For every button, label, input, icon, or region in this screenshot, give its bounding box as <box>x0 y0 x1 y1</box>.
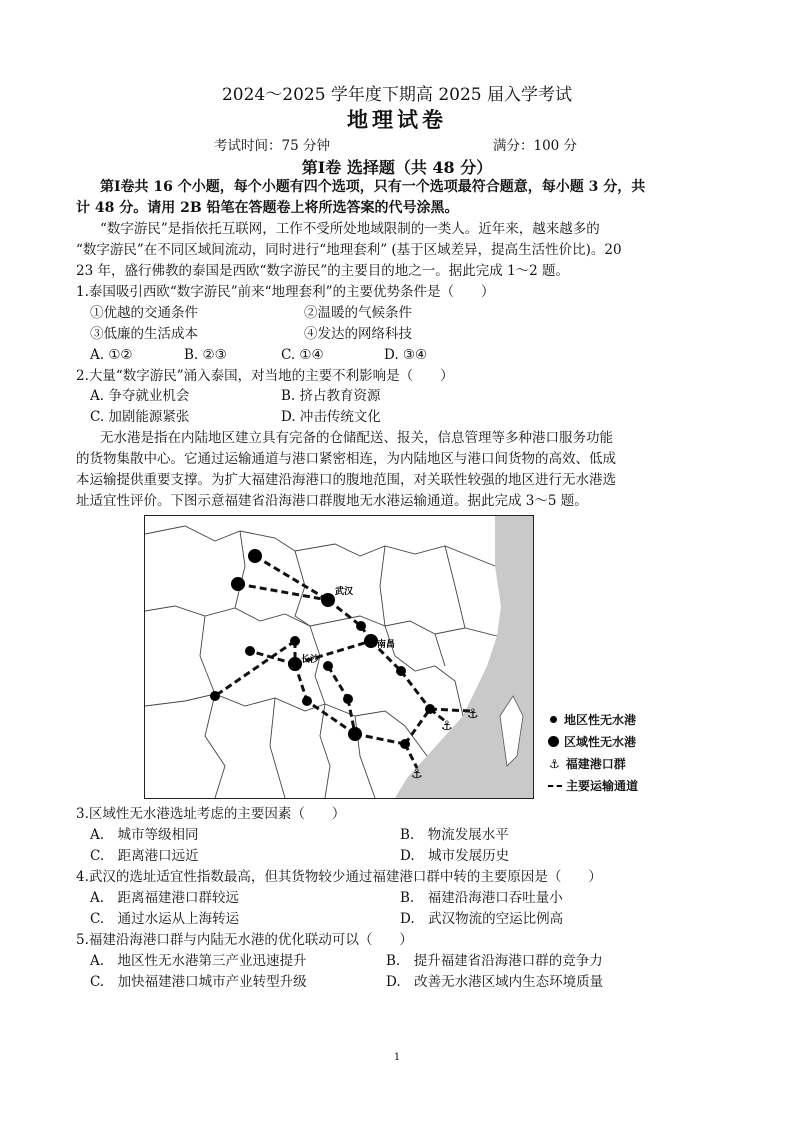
passage2-line3: 本运输提供重要支撑。为扩大福建沿海港口的腹地范围，对关联性较强的地区进行无水港选 <box>76 472 616 488</box>
local-port <box>425 704 435 714</box>
q3-option-d: D. 城市发展历史 <box>400 848 510 864</box>
q5-option-b: B. 提升福建省沿海港口群的竞争力 <box>386 953 603 969</box>
passage2-line4: 址适宜性评价。下图示意福建省沿海港口群腹地无水港运输通道。据此完成 3～5 题。 <box>76 493 588 509</box>
local-port <box>302 696 312 706</box>
exam-time: 考试时间：75 分钟 <box>214 138 330 154</box>
q5-option-c: C. 加快福建港口城市产业转型升级 <box>90 974 307 990</box>
q1-stem: 1.泰国吸引西欧“数字游民”前来“地理套利”的主要优势条件是（ ） <box>76 284 495 300</box>
q3-option-b: B. 物流发展水平 <box>400 827 509 843</box>
city-label-wuhan: 武汉 <box>335 587 354 597</box>
local-port <box>245 646 255 656</box>
dashed-line-icon <box>548 785 562 787</box>
regional-port <box>248 549 262 563</box>
legend-regional: 区域性无水港 <box>548 733 636 750</box>
local-port <box>343 694 353 704</box>
local-port <box>400 739 410 749</box>
city-label-nanchang: 南昌 <box>377 640 396 650</box>
legend-route: 主要运输通道 <box>548 777 638 794</box>
anchor-icon: ⚓ <box>549 757 560 771</box>
subject-title: 地理试卷 <box>347 107 447 132</box>
q1-option-a: A. ①② <box>90 347 133 363</box>
q2-option-c: C. 加剧能源紧张 <box>90 409 190 425</box>
large-dot-icon <box>548 736 559 747</box>
q4-stem: 4.武汉的选址适宜性指数最高，但其货物较少通过福建港口群中转的主要原因是（ ） <box>76 869 602 885</box>
q4-option-b: B. 福建沿海港口吞吐量小 <box>400 890 563 906</box>
q2-option-a: A. 争夺就业机会 <box>90 388 190 404</box>
regional-port <box>348 727 362 741</box>
q5-stem: 5.福建沿海港口群与内陆无水港的优化联动可以（ ） <box>76 932 413 948</box>
city-label-changsha: 长沙 <box>301 655 320 665</box>
map-svg <box>145 516 533 798</box>
local-port <box>323 661 333 671</box>
local-port <box>290 636 300 646</box>
section-title: 第Ⅰ卷 选择题（共 48 分） <box>301 158 493 177</box>
q4-option-c: C. 通过水运从上海转运 <box>90 911 240 927</box>
passage1-line1: “数字游民”是指依托互联网，工作不受所处地域限制的一类人。近年来，越来越多的 <box>100 221 600 237</box>
q1-item4: ④发达的网络科技 <box>304 326 412 342</box>
q2-stem: 2.大量“数字游民”涌入泰国，对当地的主要不利影响是（ ） <box>76 368 454 384</box>
anchor-icon: ⚓ <box>411 767 423 782</box>
passage1-line2: “数字游民”在不同区域间流动，同时进行“地理套利” (基于区域差异，提高生活性价比)。20 <box>76 242 622 258</box>
regional-port <box>288 657 302 671</box>
local-port <box>356 621 366 631</box>
q1-option-c: C. ①④ <box>281 347 324 363</box>
passage2-line1: 无水港是指在内陆地区建立具有完备的仓储配送、报关，信息管理等多种港口服务功能 <box>100 430 613 446</box>
instruction-line1: 第Ⅰ卷共 16 个小题，每个小题有四个选项，只有一个选项最符合题意，每小题 3 分，共 <box>100 179 646 195</box>
q2-option-d: D. 冲击传统文化 <box>281 409 381 425</box>
q3-option-a: A. 城市等级相同 <box>90 827 199 843</box>
q4-option-a: A. 距离福建港口群较远 <box>90 890 240 906</box>
legend-local: 地区性无水港 <box>548 711 636 728</box>
q1-option-d: D. ③④ <box>384 347 428 363</box>
q5-option-a: A. 地区性无水港第三产业迅速提升 <box>90 953 307 969</box>
regional-port <box>321 593 335 607</box>
q1-item1: ①优越的交通条件 <box>90 305 198 321</box>
port-network-map <box>144 515 534 799</box>
instruction-line2: 计 48 分。请用 2B 铅笔在答题卷上将所选答案的代号涂黑。 <box>76 200 459 216</box>
full-score: 满分：100 分 <box>493 138 578 154</box>
anchor-icon: ⚓ <box>441 719 453 734</box>
q1-item3: ③低廉的生活成本 <box>90 326 198 342</box>
passage2-line2: 的货物集散中心。它通过运输通道与港口紧密相连，为内陆地区与港口间货物的高效、低成 <box>76 451 616 467</box>
q4-option-d: D. 武汉物流的空运比例高 <box>400 911 564 927</box>
q1-option-b: B. ②③ <box>184 347 227 363</box>
local-port <box>210 691 220 701</box>
q1-item2: ②温暖的气候条件 <box>304 305 412 321</box>
passage1-line3: 23 年，盛行佛教的泰国是西欧“数字游民”的主要目的地之一。据此完成 1～2 题。 <box>76 263 570 279</box>
page-number: 1 <box>393 1052 401 1063</box>
q3-stem: 3.区域性无水港选址考虑的主要因素（ ） <box>76 806 346 822</box>
local-port <box>396 666 406 676</box>
anchor-icon: ⚓ <box>467 707 479 722</box>
regional-port <box>231 577 245 591</box>
q2-option-b: B. 挤占教育资源 <box>281 388 381 404</box>
small-dot-icon <box>550 716 557 723</box>
exam-title: 2024～2025 学年度下期高 2025 届入学考试 <box>221 85 572 105</box>
q3-option-c: C. 距离港口远近 <box>90 848 199 864</box>
regional-port <box>364 634 378 648</box>
q5-option-d: D. 改善无水港区域内生态环境质量 <box>386 974 604 990</box>
legend-port: ⚓ 福建港口群 <box>549 757 626 771</box>
